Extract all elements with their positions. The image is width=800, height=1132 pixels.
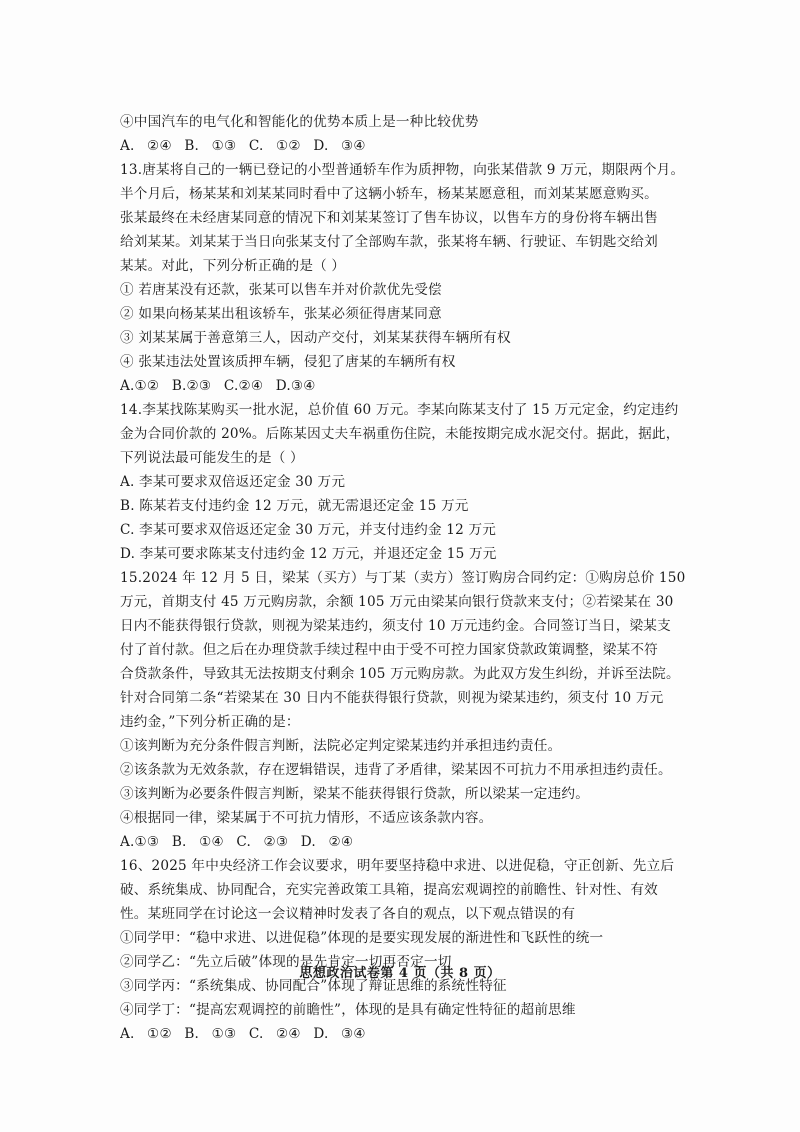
q13-stem-line-3: 张某最终在未经唐某同意的情况下和刘某某签订了售车协议，以售车方的身份将车辆出售	[120, 210, 658, 226]
q15-stem-line-1: 15.2024 年 12 月 5 日，梁某（买方）与丁某（卖方）签订购房合同约定：①购房总价 150	[120, 570, 685, 586]
q13-item-1: ① 若唐某没有还款，张某可以售车并对价款优先受偿	[120, 282, 442, 298]
q14-stem-line-3: 下列说法最可能发生的是（ ）	[120, 450, 304, 466]
q15-item-4: ④根据同一律，梁某属于不可抗力情形，不适应该条款内容。	[120, 810, 493, 826]
q16-options: A. ①② B. ①③ C. ②④ D. ③④	[120, 1026, 366, 1042]
page-content	[120, 110, 685, 1046]
q15-options: A.①③ B. ①④ C. ②③ D. ②④	[120, 834, 354, 850]
q12-item-4: ④中国汽车的电气化和智能化的优势本质上是一种比较优势	[120, 114, 479, 130]
q15-item-3: ③该判断为必要条件假言判断，梁某不能获得银行贷款，所以梁某一定违约。	[120, 786, 589, 802]
q13-stem-line-1: 13.唐某将自己的一辆已登记的小型普通轿车作为质押物，向张某借款 9 万元，期限两个月。	[120, 162, 685, 178]
q16-item-2: ②同学乙：“先立后破”体现的是先肯定一切再否定一切	[120, 954, 452, 970]
q12-options: A. ②④ B. ①③ C. ①② D. ③④	[120, 138, 366, 154]
q13-options: A.①② B.②③ C.②④ D.③④	[120, 378, 316, 394]
q14-stem-line-1: 14.李某找陈某购买一批水泥，总价值 60 万元。李某向陈某支付了 15 万元定金，约定违约	[120, 402, 679, 418]
q13-item-3: ③ 刘某某属于善意第三人，因动产交付，刘某某获得车辆所有权	[120, 330, 511, 346]
q16-item-1: ①同学甲：“稳中求进、以进促稳”体现的是要实现发展的渐进性和飞跃性的统一	[120, 930, 604, 946]
q14-option-c: C. 李某可要求双倍返还定金 30 万元，并支付违约金 12 万元	[120, 522, 497, 538]
q13-stem-line-4: 给刘某某。刘某某于当日向张某支付了全部购车款，张某将车辆、行驶证、车钥匙交给刘	[120, 234, 658, 250]
q15-item-2: ②该条款为无效条款，存在逻辑错误，违背了矛盾律，梁某因不可抗力不用承担违约责任。	[120, 762, 672, 778]
q16-item-4: ④同学丁：“提高宏观调控的前瞻性”，体现的是具有确定性特征的超前思维	[120, 1002, 576, 1018]
q14-option-d: D. 李某可要求陈某支付违约金 12 万元，并退还定金 15 万元	[120, 546, 497, 562]
page-footer: 思想政治试卷第 4 页（共 8 页）	[299, 966, 501, 981]
q15-stem-line-4: 付了首付款。但之后在办理贷款手续过程中由于受不可控力国家贷款政策调整，梁某不符	[120, 642, 658, 658]
q15-stem-line-2: 万元，首期支付 45 万元购房款，余额 105 万元由梁某向银行贷款来支付；②若梁某在 30	[120, 594, 674, 610]
q14-option-b: B. 陈某若支付违约金 12 万元，就无需退还定金 15 万元	[120, 498, 469, 514]
q13-stem-line-5: 某某。对此，下列分析正确的是（ ）	[120, 258, 346, 274]
q14-stem-line-2: 金为合同价款的 20%。后陈某因丈夫车祸重伤住院，未能按期完成水泥交付。据此，据此，	[120, 426, 680, 442]
q15-item-1: ①该判断为充分条件假言判断，法院必定判定梁某违约并承担违约责任。	[120, 738, 562, 754]
q13-stem-line-2: 半个月后，杨某某和刘某某同时看中了这辆小轿车，杨某某愿意租，而刘某某愿意购买。	[120, 186, 658, 202]
q15-stem-line-7: 违约金，”下列分析正确的是：	[120, 714, 300, 730]
q13-item-4: ④ 张某违法处置该质押车辆，侵犯了唐某的车辆所有权	[120, 354, 456, 370]
q16-item-3: ③同学丙：“系统集成、协同配合”体现了辩证思维的系统性特征	[120, 978, 507, 994]
q13-item-2: ② 如果向杨某某出租该轿车，张某必须征得唐某同意	[120, 306, 442, 322]
q15-stem-line-3: 日内不能获得银行贷款，则视为梁某违约，须支付 10 万元违约金。合同签订当日，梁某支	[120, 618, 671, 634]
q16-stem-line-2: 破、系统集成、协同配合，充实完善政策工具箱，提高宏观调控的前瞻性、针对性、有效	[120, 882, 658, 898]
q15-stem-line-6: 针对合同第二条“若梁某在 30 日内不能获得银行贷款，则视为梁某违约，须支付 10 万元	[120, 690, 664, 706]
q16-stem-line-1: 16、2025 年中央经济工作会议要求，明年要坚持稳中求进、以进促稳，守正创新、先立后	[120, 858, 675, 874]
q16-stem-line-3: 性。某班同学在讨论这一会议精神时发表了各自的观点，以下观点错误的有	[120, 906, 576, 922]
q15-stem-line-5: 合贷款条件，导致其无法按期支付剩余 105 万元购房款。为此双方发生纠纷，并诉至法院。	[120, 666, 680, 682]
q14-option-a: A. 李某可要求双倍返还定金 30 万元	[120, 474, 346, 490]
